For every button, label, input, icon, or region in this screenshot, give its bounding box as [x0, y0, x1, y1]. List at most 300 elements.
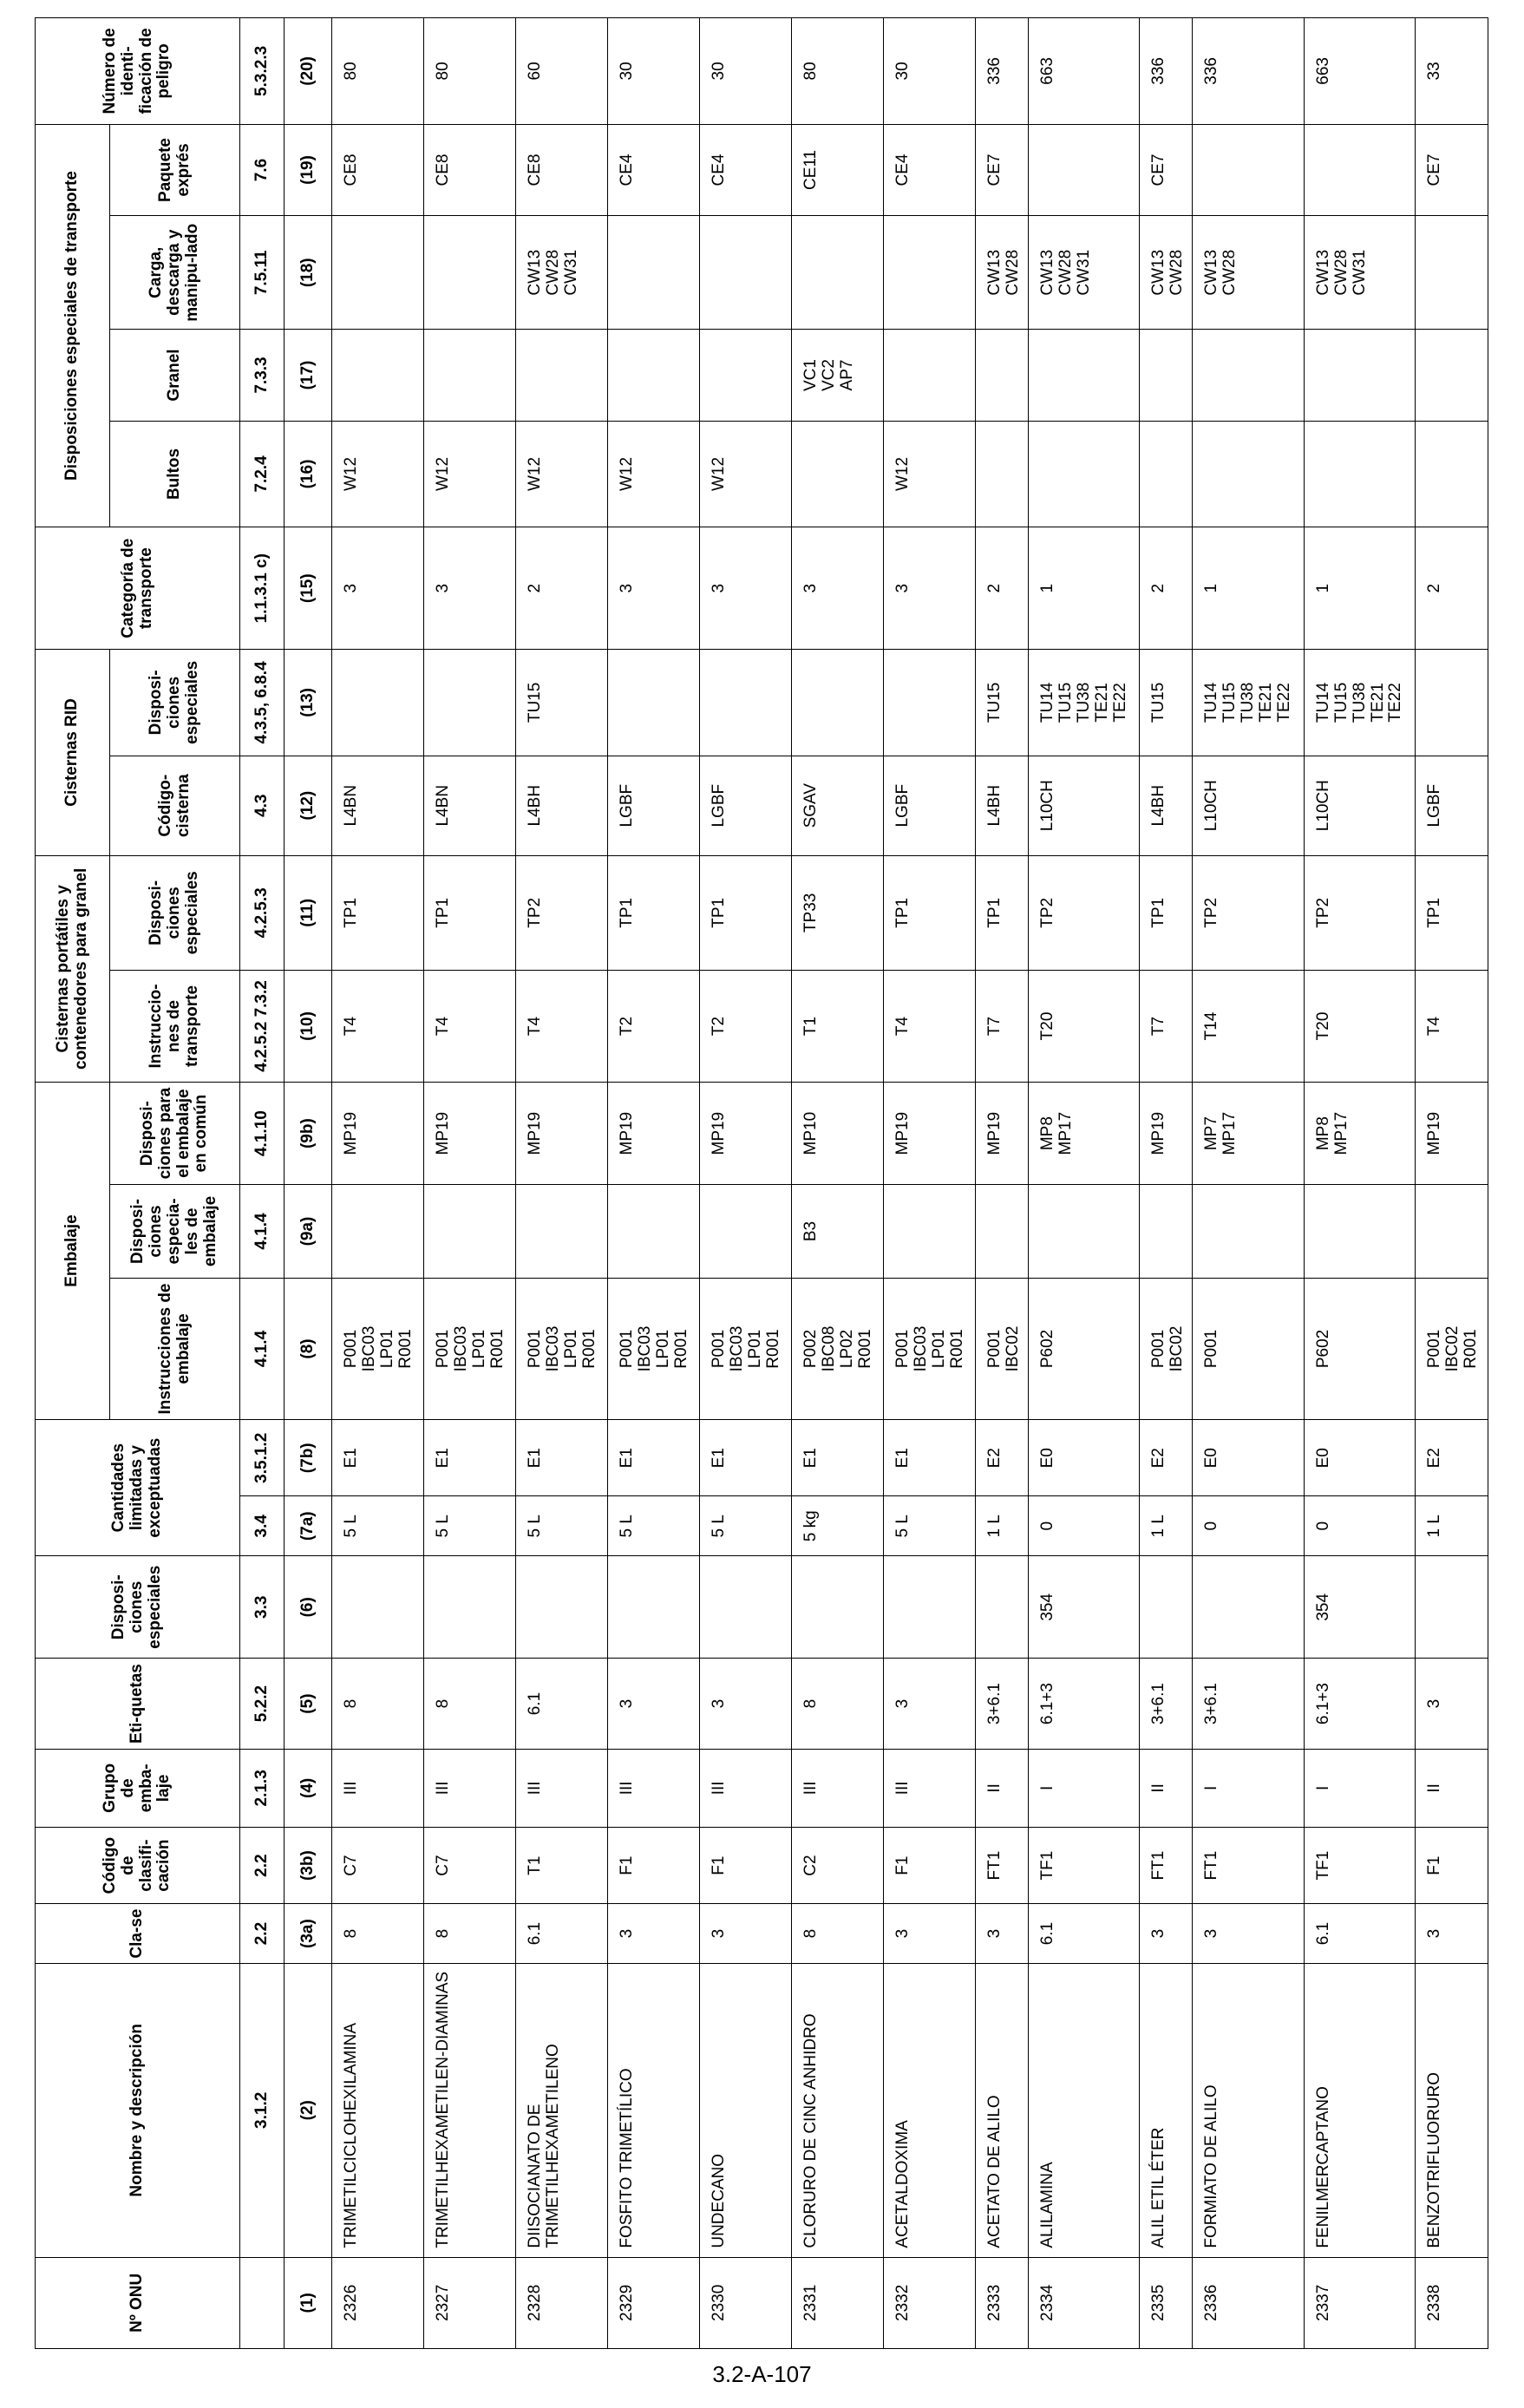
- cell-categoria: 2: [515, 527, 607, 650]
- cell-cant-lim: 0: [1304, 1496, 1415, 1556]
- colnum-cell: (7a): [285, 1496, 332, 1556]
- colnum-cell: (6): [285, 1556, 332, 1659]
- cell-instr-tr: T2: [607, 970, 699, 1082]
- cell-cant-lim: 5 L: [883, 1496, 975, 1556]
- cell-peligro: 60: [515, 18, 607, 125]
- cell-granel: [1140, 330, 1193, 421]
- cell-cant-lim: 1 L: [975, 1496, 1028, 1556]
- header-disp-esp-rid: Disposi-ciones especiales: [110, 650, 240, 756]
- cell-instr: P001 IBC03 LP01 R001: [699, 1278, 791, 1419]
- cell-carga: [1416, 216, 1488, 330]
- cell-nombre: DIISOCIANATO DE TRIMETILHEXAMETILENO: [515, 1963, 607, 2257]
- ref-cell: 4.2.5.3: [240, 855, 285, 970]
- ref-cell: 3.1.2: [240, 1963, 285, 2257]
- cell-disp-cp: TP1: [975, 855, 1028, 970]
- cell-cant-exc: E1: [883, 1420, 975, 1496]
- table-row: [332, 18, 424, 2349]
- cell-paquete: CE7: [1140, 124, 1193, 215]
- cell-carga: CW13 CW28: [975, 216, 1028, 330]
- cell-etiquetas: 3+6.1: [1193, 1659, 1304, 1749]
- ref-cell: 4.3.5, 6.8.4: [240, 650, 285, 756]
- cell-instr: P602: [1304, 1278, 1415, 1419]
- ref-cell: 4.1.10: [240, 1082, 285, 1184]
- cell-paquete: [1028, 124, 1139, 215]
- cell-paquete: CE4: [699, 124, 791, 215]
- header-disp-esp-cp: Disposi-ciones especiales: [110, 855, 240, 970]
- cell-codigo: TF1: [1028, 1828, 1139, 1904]
- cell-disp-comun: MP8 MP17: [1304, 1082, 1415, 1184]
- cell-codigo: FT1: [1140, 1828, 1193, 1904]
- cell-grupo: III: [332, 1749, 424, 1827]
- cell-categoria: 3: [791, 527, 883, 650]
- cell-disp-emb: [1304, 1185, 1415, 1279]
- colnum-cell: (12): [285, 756, 332, 855]
- cell-granel: [423, 330, 515, 421]
- cell-codigo: C7: [423, 1828, 515, 1904]
- cell-cant-lim: 0: [1028, 1496, 1139, 1556]
- cell-codigo: TF1: [1304, 1828, 1415, 1904]
- cell-peligro: 33: [1416, 18, 1488, 125]
- cell-carga: [423, 216, 515, 330]
- colnum-cell: (9a): [285, 1185, 332, 1279]
- cell-disp: [883, 1556, 975, 1659]
- cell-disp-comun: MP19: [515, 1082, 607, 1184]
- cell-disp-emb: [699, 1185, 791, 1279]
- cell-instr: P001 IBC03 LP01 R001: [423, 1278, 515, 1419]
- cell-disp-emb: [332, 1185, 424, 1279]
- cell-disp-rid: [791, 650, 883, 756]
- cell-cod-cist: L4BH: [1140, 756, 1193, 855]
- header-cantidades: Cantidades limitadas y exceptuadas: [36, 1420, 240, 1556]
- cell-cant-exc: E1: [607, 1420, 699, 1496]
- cell-instr: P002 IBC08 LP02 R001: [791, 1278, 883, 1419]
- cell-etiquetas: 3+6.1: [1140, 1659, 1193, 1749]
- cell-disp-cp: TP2: [1028, 855, 1139, 970]
- cell-disp-comun: MP19: [607, 1082, 699, 1184]
- cell-peligro: 30: [607, 18, 699, 125]
- cell-disp-cp: TP1: [883, 855, 975, 970]
- cell-categoria: 3: [883, 527, 975, 650]
- cell-paquete: CE11: [791, 124, 883, 215]
- header-granel: Granel: [110, 330, 240, 421]
- cell-cant-exc: E0: [1028, 1420, 1139, 1496]
- cell-paquete: [1193, 124, 1304, 215]
- cell-nombre: BENZOTRIFLUORURO: [1416, 1963, 1488, 2257]
- header-cisternas-portatiles: Cisternas portátiles y contenedores para granel: [36, 855, 110, 1082]
- cell-instr-tr: T1: [791, 970, 883, 1082]
- cell-clase: 3: [1193, 1904, 1304, 1964]
- cell-disp: [975, 1556, 1028, 1659]
- cell-categoria: 1: [1304, 527, 1415, 650]
- table-row: [791, 18, 883, 2349]
- cell-clase: 6.1: [1304, 1904, 1415, 1964]
- ref-cell: 4.1.4: [240, 1185, 285, 1279]
- cell-disp: [423, 1556, 515, 1659]
- cell-disp: [515, 1556, 607, 1659]
- cell-instr: P001 IBC02: [975, 1278, 1028, 1419]
- ref-cell: 5.2.2: [240, 1659, 285, 1749]
- cell-onu: 2333: [975, 2257, 1028, 2348]
- colnum-cell: (15): [285, 527, 332, 650]
- cell-codigo: C7: [332, 1828, 424, 1904]
- colnum-cell: (17): [285, 330, 332, 421]
- cell-onu: 2327: [423, 2257, 515, 2348]
- cell-cant-lim: 5 kg: [791, 1496, 883, 1556]
- cell-disp-rid: [607, 650, 699, 756]
- cell-cant-lim: 1 L: [1416, 1496, 1488, 1556]
- cell-codigo: T1: [515, 1828, 607, 1904]
- cell-disp-emb: [1140, 1185, 1193, 1279]
- cell-disp-comun: MP19: [1140, 1082, 1193, 1184]
- header-disp-embalaje-comun: Disposi-ciones para el embalaje en común: [110, 1082, 240, 1184]
- ref-cell: 7.3.3: [240, 330, 285, 421]
- cell-disp-cp: TP2: [1193, 855, 1304, 970]
- cell-bultos: W12: [883, 421, 975, 527]
- cell-categoria: 1: [1193, 527, 1304, 650]
- cell-disp: [607, 1556, 699, 1659]
- cell-disp-cp: TP1: [1140, 855, 1193, 970]
- cell-cant-exc: E1: [423, 1420, 515, 1496]
- cell-disp-emb: [423, 1185, 515, 1279]
- cell-granel: [515, 330, 607, 421]
- cell-disp-rid: TU15: [515, 650, 607, 756]
- cell-onu: 2334: [1028, 2257, 1139, 2348]
- cell-paquete: CE7: [975, 124, 1028, 215]
- cell-clase: 3: [607, 1904, 699, 1964]
- cell-paquete: [1304, 124, 1415, 215]
- cell-etiquetas: 6.1+3: [1028, 1659, 1139, 1749]
- cell-etiquetas: 3: [1416, 1659, 1488, 1749]
- cell-disp-comun: MP19: [883, 1082, 975, 1184]
- cell-disp-rid: [699, 650, 791, 756]
- colnum-cell: (20): [285, 18, 332, 125]
- table-row: [607, 18, 699, 2349]
- cell-disp-comun: MP10: [791, 1082, 883, 1184]
- cell-disp-cp: TP33: [791, 855, 883, 970]
- cell-nombre: ACETATO DE ALILO: [975, 1963, 1028, 2257]
- cell-grupo: III: [515, 1749, 607, 1827]
- reference-row: [240, 18, 285, 2349]
- cell-cant-lim: 5 L: [699, 1496, 791, 1556]
- cell-nombre: ALILAMINA: [1028, 1963, 1139, 2257]
- cell-peligro: 663: [1304, 18, 1415, 125]
- cell-onu: 2331: [791, 2257, 883, 2348]
- cell-disp: 354: [1028, 1556, 1139, 1659]
- cell-bultos: [1140, 421, 1193, 527]
- cell-cant-exc: E1: [699, 1420, 791, 1496]
- cell-cant-lim: 5 L: [332, 1496, 424, 1556]
- cell-cod-cist: SGAV: [791, 756, 883, 855]
- cell-cant-exc: E0: [1304, 1420, 1415, 1496]
- cell-bultos: [1304, 421, 1415, 527]
- cell-etiquetas: 3+6.1: [975, 1659, 1028, 1749]
- colnum-cell: (19): [285, 124, 332, 215]
- cell-nombre: UNDECANO: [699, 1963, 791, 2257]
- cell-carga: CW13 CW28 CW31: [1304, 216, 1415, 330]
- cell-bultos: W12: [699, 421, 791, 527]
- cell-nombre: TRIMETILCICLOHEXILAMINA: [332, 1963, 424, 2257]
- cell-codigo: F1: [607, 1828, 699, 1904]
- table-row: [1193, 18, 1304, 2349]
- header-disp-especiales: Disposi-ciones especiales: [36, 1556, 240, 1659]
- cell-instr: P001 IBC03 LP01 R001: [515, 1278, 607, 1419]
- cell-disp-rid: TU14 TU15 TU38 TE21 TE22: [1193, 650, 1304, 756]
- cell-cant-lim: 5 L: [423, 1496, 515, 1556]
- cell-onu: 2329: [607, 2257, 699, 2348]
- cell-carga: CW13 CW28: [1193, 216, 1304, 330]
- cell-disp-rid: TU15: [1140, 650, 1193, 756]
- cell-grupo: I: [1028, 1749, 1139, 1827]
- cell-cod-cist: L4BH: [975, 756, 1028, 855]
- cell-peligro: 80: [791, 18, 883, 125]
- cell-disp-rid: [332, 650, 424, 756]
- colnum-cell: (1): [285, 2257, 332, 2348]
- cell-disp-emb: [1028, 1185, 1139, 1279]
- cell-instr-tr: T4: [1416, 970, 1488, 1082]
- cell-carga: [607, 216, 699, 330]
- cell-disp-comun: MP7 MP17: [1193, 1082, 1304, 1184]
- cell-clase: 8: [791, 1904, 883, 1964]
- header-disp-esp-embalaje: Disposi-ciones especia-les de embalaje: [110, 1185, 240, 1279]
- cell-categoria: 3: [699, 527, 791, 650]
- cell-cant-exc: E1: [515, 1420, 607, 1496]
- header-paquete: Paquete exprés: [110, 124, 240, 215]
- colnum-cell: (13): [285, 650, 332, 756]
- cell-instr: P001: [1193, 1278, 1304, 1419]
- colnum-cell: (5): [285, 1659, 332, 1749]
- ref-cell: 1.1.3.1 c): [240, 527, 285, 650]
- cell-peligro: 663: [1028, 18, 1139, 125]
- cell-disp-emb: [607, 1185, 699, 1279]
- cell-instr-tr: T4: [332, 970, 424, 1082]
- ref-cell: 3.4: [240, 1496, 285, 1556]
- colnum-cell: (7b): [285, 1420, 332, 1496]
- cell-paquete: CE8: [515, 124, 607, 215]
- cell-peligro: 80: [332, 18, 424, 125]
- ref-cell: 7.5.11: [240, 216, 285, 330]
- cell-granel: [1193, 330, 1304, 421]
- cell-codigo: C2: [791, 1828, 883, 1904]
- cell-instr-tr: T7: [975, 970, 1028, 1082]
- table-row: [515, 18, 607, 2349]
- cell-onu: 2336: [1193, 2257, 1304, 2348]
- cell-grupo: I: [1304, 1749, 1415, 1827]
- table-row: [1304, 18, 1415, 2349]
- cell-disp-cp: TP2: [515, 855, 607, 970]
- cell-cant-lim: 1 L: [1140, 1496, 1193, 1556]
- cell-bultos: W12: [607, 421, 699, 527]
- cell-granel: VC1 VC2 AP7: [791, 330, 883, 421]
- cell-nombre: FORMIATO DE ALILO: [1193, 1963, 1304, 2257]
- cell-instr-tr: T4: [883, 970, 975, 1082]
- cell-carga: CW13 CW28: [1140, 216, 1193, 330]
- cell-cant-lim: 0: [1193, 1496, 1304, 1556]
- cell-granel: [1304, 330, 1415, 421]
- cell-bultos: [1416, 421, 1488, 527]
- header-nombre: Nombre y descripción: [36, 1963, 240, 2257]
- cell-disp-cp: TP1: [699, 855, 791, 970]
- cell-bultos: W12: [332, 421, 424, 527]
- cell-disp-comun: MP19: [1416, 1082, 1488, 1184]
- ref-cell: [240, 2257, 285, 2348]
- cell-categoria: 2: [975, 527, 1028, 650]
- cell-carga: [332, 216, 424, 330]
- table-body: [332, 18, 1488, 2349]
- cell-grupo: III: [883, 1749, 975, 1827]
- cell-categoria: 2: [1416, 527, 1488, 650]
- cell-instr: P001 IBC02 R001: [1416, 1278, 1488, 1419]
- cell-peligro: 30: [699, 18, 791, 125]
- header-embalaje: Embalaje: [36, 1082, 110, 1419]
- cell-clase: 6.1: [1028, 1904, 1139, 1964]
- cell-disp: [332, 1556, 424, 1659]
- cell-disp-comun: MP8 MP17: [1028, 1082, 1139, 1184]
- colnum-cell: (3b): [285, 1828, 332, 1904]
- cell-granel: [883, 330, 975, 421]
- cell-disp: [791, 1556, 883, 1659]
- cell-disp-emb: [1193, 1185, 1304, 1279]
- cell-codigo: FT1: [1193, 1828, 1304, 1904]
- cell-categoria: 3: [607, 527, 699, 650]
- cell-etiquetas: 6.1+3: [1304, 1659, 1415, 1749]
- cell-nombre: FENILMERCAPTANO: [1304, 1963, 1415, 2257]
- table-row: [1028, 18, 1139, 2349]
- cell-instr: P001 IBC03 LP01 R001: [607, 1278, 699, 1419]
- cell-peligro: 30: [883, 18, 975, 125]
- cell-clase: 3: [699, 1904, 791, 1964]
- cell-grupo: II: [975, 1749, 1028, 1827]
- cell-paquete: CE4: [607, 124, 699, 215]
- ref-cell: 7.6: [240, 124, 285, 215]
- header-disp-transporte: Disposiciones especiales de transporte: [36, 124, 110, 527]
- cell-instr-tr: T7: [1140, 970, 1193, 1082]
- cell-cod-cist: L10CH: [1304, 756, 1415, 855]
- colnum-cell: (16): [285, 421, 332, 527]
- cell-etiquetas: 3: [883, 1659, 975, 1749]
- header-bultos: Bultos: [110, 421, 240, 527]
- cell-disp-comun: MP19: [699, 1082, 791, 1184]
- cell-instr: P001 IBC03 LP01 R001: [332, 1278, 424, 1419]
- cell-disp-rid: [423, 650, 515, 756]
- ref-cell: 3.5.1.2: [240, 1420, 285, 1496]
- cell-instr: P001 IBC03 LP01 R001: [883, 1278, 975, 1419]
- header-codigo: Código de clasifi-cación: [36, 1828, 240, 1904]
- cell-cod-cist: L10CH: [1028, 756, 1139, 855]
- cell-cant-exc: E2: [1140, 1420, 1193, 1496]
- cell-cod-cist: LGBF: [1416, 756, 1488, 855]
- cell-peligro: 336: [1193, 18, 1304, 125]
- dangerous-goods-table: [35, 17, 1488, 2349]
- cell-onu: 2335: [1140, 2257, 1193, 2348]
- cell-disp-rid: [883, 650, 975, 756]
- cell-codigo: FT1: [975, 1828, 1028, 1904]
- cell-carga: CW13 CW28 CW31: [1028, 216, 1139, 330]
- header-carga: Carga, descarga y manipu-lado: [110, 216, 240, 330]
- header-categoria: Categoría de transporte: [36, 527, 240, 650]
- cell-disp-rid: TU15: [975, 650, 1028, 756]
- cell-cod-cist: LGBF: [699, 756, 791, 855]
- cell-cod-cist: LGBF: [607, 756, 699, 855]
- colnum-cell: (11): [285, 855, 332, 970]
- cell-disp: [699, 1556, 791, 1659]
- cell-instr-tr: T20: [1304, 970, 1415, 1082]
- cell-etiquetas: 3: [699, 1659, 791, 1749]
- cell-instr-tr: T4: [515, 970, 607, 1082]
- ref-cell: 3.3: [240, 1556, 285, 1659]
- cell-nombre: ACETALDOXIMA: [883, 1963, 975, 2257]
- cell-disp: [1140, 1556, 1193, 1659]
- cell-carga: [883, 216, 975, 330]
- header-clase: Cla-se: [36, 1904, 240, 1964]
- cell-grupo: II: [1416, 1749, 1488, 1827]
- ref-cell: 7.2.4: [240, 421, 285, 527]
- header-instr-transporte: Instruccio-nes de transporte: [110, 970, 240, 1082]
- cell-disp-rid: TU14 TU15 TU38 TE21 TE22: [1028, 650, 1139, 756]
- colnum-cell: (3a): [285, 1904, 332, 1964]
- cell-grupo: II: [1140, 1749, 1193, 1827]
- cell-disp-emb: [515, 1185, 607, 1279]
- cell-carga: [699, 216, 791, 330]
- cell-bultos: [791, 421, 883, 527]
- cell-etiquetas: 8: [423, 1659, 515, 1749]
- cell-onu: 2326: [332, 2257, 424, 2348]
- cell-codigo: F1: [883, 1828, 975, 1904]
- cell-etiquetas: 3: [607, 1659, 699, 1749]
- cell-disp-comun: MP19: [423, 1082, 515, 1184]
- cell-nombre: ALIL ETIL ÉTER: [1140, 1963, 1193, 2257]
- cell-granel: [975, 330, 1028, 421]
- cell-granel: [1028, 330, 1139, 421]
- cell-granel: [1416, 330, 1488, 421]
- cell-etiquetas: 8: [332, 1659, 424, 1749]
- cell-paquete: CE4: [883, 124, 975, 215]
- column-number-row: [285, 18, 332, 2349]
- colnum-cell: (18): [285, 216, 332, 330]
- cell-grupo: I: [1193, 1749, 1304, 1827]
- cell-disp-cp: TP1: [332, 855, 424, 970]
- cell-onu: 2337: [1304, 2257, 1415, 2348]
- cell-paquete: CE8: [423, 124, 515, 215]
- cell-grupo: III: [791, 1749, 883, 1827]
- ref-cell: 5.3.2.3: [240, 18, 285, 125]
- cell-cod-cist: LGBF: [883, 756, 975, 855]
- cell-granel: [332, 330, 424, 421]
- cell-disp-cp: TP2: [1304, 855, 1415, 970]
- cell-disp-emb: [975, 1185, 1028, 1279]
- cell-nombre: CLORURO DE CINC ANHIDRO: [791, 1963, 883, 2257]
- cell-paquete: CE8: [332, 124, 424, 215]
- cell-bultos: [975, 421, 1028, 527]
- cell-disp-emb: [1416, 1185, 1488, 1279]
- colnum-cell: (4): [285, 1749, 332, 1827]
- cell-codigo: F1: [699, 1828, 791, 1904]
- cell-clase: 3: [883, 1904, 975, 1964]
- rotated-page: [35, 17, 1488, 2349]
- colnum-cell: (2): [285, 1963, 332, 2257]
- cell-carga: CW13 CW28 CW31: [515, 216, 607, 330]
- cell-peligro: 80: [423, 18, 515, 125]
- table-row: [1416, 18, 1488, 2349]
- table-row: [975, 18, 1028, 2349]
- cell-granel: [607, 330, 699, 421]
- cell-categoria: 2: [1140, 527, 1193, 650]
- cell-cant-exc: E1: [332, 1420, 424, 1496]
- cell-cant-exc: E1: [791, 1420, 883, 1496]
- cell-peligro: 336: [975, 18, 1028, 125]
- cell-etiquetas: 6.1: [515, 1659, 607, 1749]
- cell-disp-cp: TP1: [1416, 855, 1488, 970]
- cell-instr-tr: T20: [1028, 970, 1139, 1082]
